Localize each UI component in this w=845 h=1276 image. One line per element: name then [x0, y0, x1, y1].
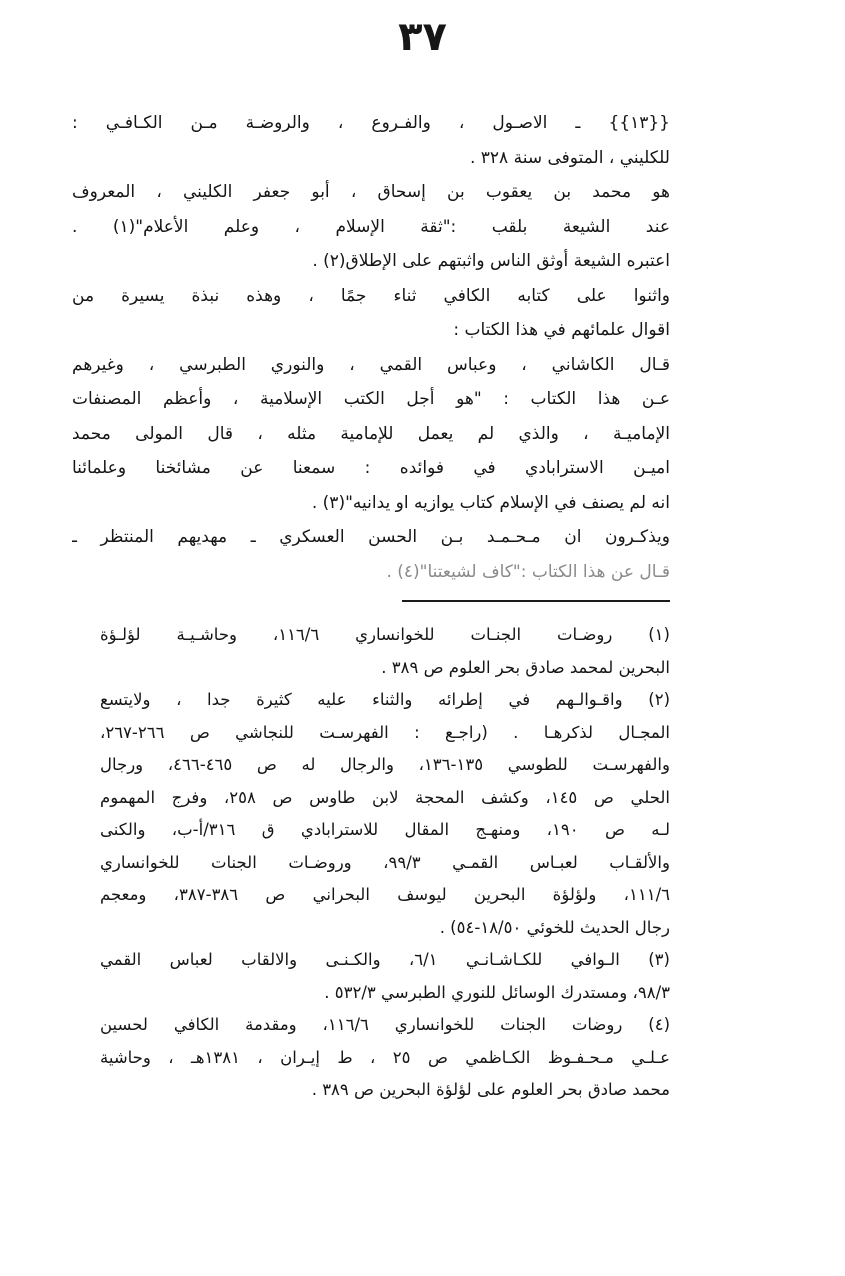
- footnotes: [100, 619, 670, 1107]
- text-line: واثنوا على كتابه الكافي ثناء جمًا ، وهذه نبذة يسيرة من: [72, 285, 670, 306]
- footnote-line: عـلـي مـحـفـوظ الكـاظمي ص ٢٥ ، ط إيـران ، ١٣٨١هـ ، وحاشية: [100, 1047, 670, 1067]
- text-line: هو محمد بن يعقوب بن إسحاق ، أبو جعفر الكليني ، المعروف: [72, 182, 670, 202]
- page-number: ٣٧: [398, 14, 447, 60]
- text-line: قـال الكاشاني ، وعباس القمي ، والنوري الطبرسي ، وغيرهم: [72, 354, 670, 375]
- footnote-line: (٣) الـوافي للكـاشـانـي ٦/١، والكـنـى والالقاب لعباس القمي: [100, 950, 670, 969]
- text-line: للكليني ، المتوفى سنة ٣٢٨ .: [469, 147, 670, 168]
- text-line: {{١٣}} ـ الاصـول ، والفـروع ، والروضـة مـن الكـافـي :: [72, 113, 670, 133]
- text-line: اعتبره الشيعة أوثق الناس واثبتهم على الإطلاق(٢) .: [312, 251, 670, 271]
- footnote-line: ١١١/٦، ولؤلؤة البحرين ليوسف البحراني ص ٣٨٦-٣٨٧، ومعجم: [100, 885, 670, 904]
- footnote-line: (٢) واقـوالـهم في إطرائه والثناء عليه كثيرة جدا ، ولايتسع: [100, 690, 670, 709]
- footnote-line: (١) روضـات الجنـات للخوانساري ١١٦/٦، وحاشـيـة لؤلـؤة: [100, 625, 670, 644]
- footnote-line: البحرين لمحمد صادق بحر العلوم ص ٣٨٩ .: [381, 657, 670, 677]
- footnote-line: لـه ص ١٩٠، ومنهـج المقال للاسترابادي ق ٣١٦/أ-ب، والكنى: [100, 820, 670, 839]
- footnote-separator: [402, 600, 670, 602]
- text-line: عـن هذا الكتاب : "هو أجل الكتب الإسلامية ، وأعظم المصنفات: [72, 389, 670, 409]
- text-line: الإماميـة ، والذي لم يعمل للإمامية مثله ، قال المولى محمد: [72, 423, 670, 444]
- footnote-line: المجـال لذكرهـا . (راجـع : الفهرسـت للنجاشي ص ٢٦٦-٢٦٧،: [100, 722, 670, 742]
- main-text: [72, 106, 670, 589]
- text-line: اقوال علمائهم في هذا الكتاب :: [453, 320, 670, 340]
- footnote-line: والفهرسـت للطوسي ١٣٥-١٣٦، والرجال له ص ٤٦٥-٤٦٦، ورجال: [100, 755, 670, 774]
- footnote-line: والألقـاب لعبـاس القمـي ٩٩/٣، وروضـات الجنات للخوانساري: [100, 852, 670, 872]
- footnote-line: محمد صادق بحر العلوم على لؤلؤة البحرين ص ٣٨٩ .: [311, 1080, 670, 1099]
- footnote-line: رجال الحديث للخوئي ١٨/٥٠-٥٤) .: [439, 917, 670, 937]
- footnote-line: الحلي ص ١٤٥، وكشف المحجة لابن طاوس ص ٢٥٨، وفرج المهموم: [100, 787, 670, 807]
- text-line: اميـن الاسترابادي في فوائده : سمعنا عن مشائخنا وعلمائنا: [72, 458, 670, 478]
- text-line: ويذكـرون ان مـحـمـد بـن الحسن العسكري ـ مهديهم المنتظر ـ: [72, 527, 670, 547]
- footnote-line: ٩٨/٣، ومستدرك الوسائل للنوري الطبرسي ٥٣٢/٣ .: [324, 982, 670, 1002]
- text-line: قـال عن هذا الكتاب :"كاف لشيعتنا"(٤) .: [386, 561, 670, 582]
- text-line: عند الشيعة بلقب :"ثقة الإسلام ، وعلم الأعلام"(١) .: [72, 216, 670, 237]
- footnote-line: (٤) روضات الجنات للخوانساري ١١٦/٦، ومقدمة الكافي لحسين: [100, 1015, 670, 1034]
- text-line: انه لم يصنف في الإسلام كتاب يوازيه او يدانيه"(٣) .: [311, 492, 670, 513]
